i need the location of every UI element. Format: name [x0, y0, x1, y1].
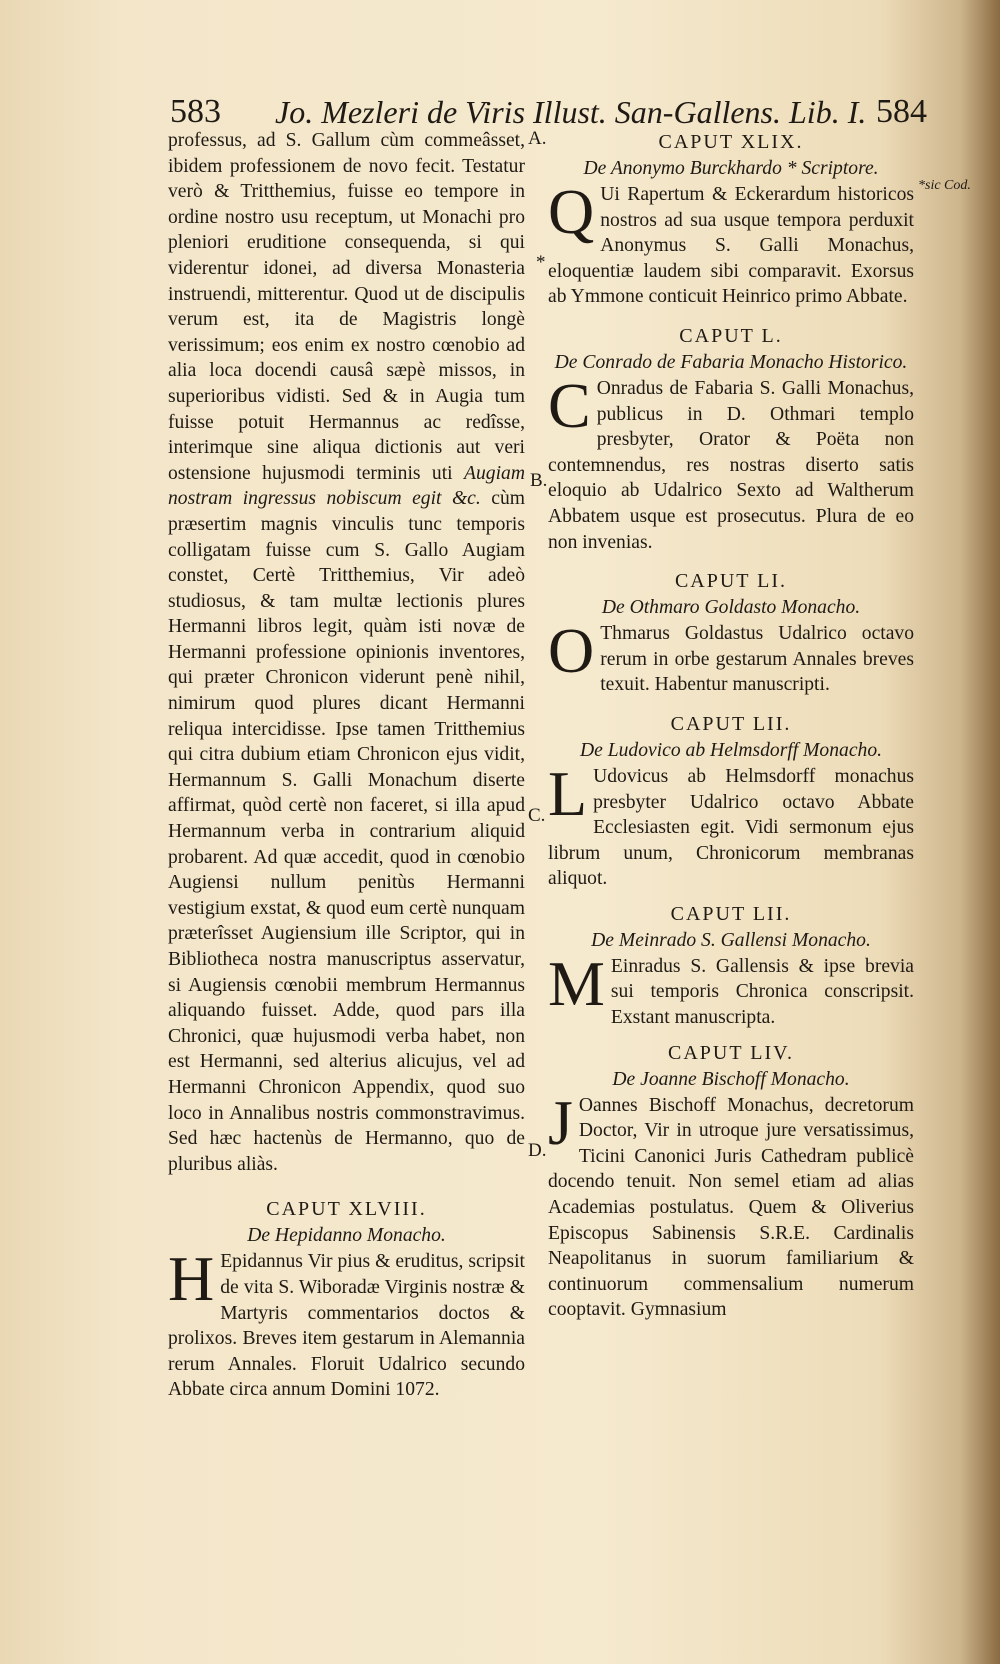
chapter-52-drop-cap: L [548, 757, 588, 829]
chapter-48-title: CAPUT XLVIII. [266, 1198, 427, 1221]
left-paragraph [168, 128, 525, 1177]
chapter-53-text [548, 947, 914, 1031]
chapter-50-text [548, 369, 914, 555]
chapter-54-body: Oannes Bischoff Monachus, decretorum Doctor, Vir in utroque jure versatissimus, Ticini Canonici Juris Cathedram publicè docendo tenuit. Non semel etiam ad alias Academias postulatus. Quem & Oliverius Episcopus Sabinensis S.R.E. Cardinalis Neapolitanus in suorum familiarium & continuorum commensalium numerum cooptavit. Gymnasium [548, 1094, 914, 1321]
margin-marker-d: D. [528, 1140, 547, 1161]
chapter-48-subtitle: De Hepidanno Monacho. [247, 1225, 446, 1247]
chapter-48-body: Epidannus Vir pius & eruditus, scripsit de vita S. Wiboradæ Virginis nostræ & Martyris commentarios doctos & prolixos. Breves item gestarum in Alemannia rerum Annales. Floruit Udalrico secundo Abbate circa annum Domini 1072. [168, 1251, 525, 1401]
chapter-52-text [548, 757, 914, 892]
chapter-51-subtitle: De Othmaro Goldasto Monacho. [601, 597, 861, 619]
chapter-54-drop-cap: J [548, 1086, 573, 1158]
chapter-50-drop-cap: C [548, 369, 591, 441]
chapter-54-subtitle: De Joanne Bischoff Monacho. [612, 1068, 850, 1090]
margin-marker-c: C. [528, 805, 546, 826]
chapter-49-title: CAPUT XLIX. [658, 131, 804, 153]
chapter-53-body: Einradus S. Gallensis & ipse brevia sui temporis Chronica conscripsit. Exstant manuscripta. [610, 955, 914, 1029]
chapter-48-drop-cap: H [168, 1243, 215, 1315]
margin-marker-b: B. [530, 470, 548, 491]
chapter-52-subtitle: De Ludovico ab Helmsdorff Monacho. [579, 739, 883, 761]
left-paragraph-text-2: cùm præsertim magnis vinculis tunc temporis colligatam fuisse cum S. Gallo Augiam constet, Certè Tritthemius, Vir adeò studiosus, & tam multæ lectionis plures Hermanni libros legit, quàm isti novæ de Hermanni professione opinionis inventores, qui præter Chronicon viderunt penè nihil, nimirum quod plures dicant Hermanni reliqua intercidisse. Ipse tamen Tritthemius qui citra dubium etiam Chronicon ejus vidit, Hermannum S. Galli Monachum diserte affirmat, quòd certè non faceret, si illa apud Hermannum verba in contrarium aliquid probarent. Ad quæ accedit, quod in cœnobio Augiensi nullum penitùs Hermanni vestigium exstat, & quod eum certè nunquam præterîsset Augiensium ille Scriptor, qui in Bibliotheca nostra manuscriptus asservatur, si Augiensis cœnobii membrum Hermannus aliquando fuisset. Adde, quod pars illa Chronici, quæ hujusmodi verba habet, non est Hermanni, sed alterius alicujus, vel ad Hermanni Chronicon Appendix, quod suo loco in Annalibus nostris commonstravimus. Sed hæc hactenùs de Hermanno, quo de pluribus aliàs. [168, 488, 525, 1175]
chapter-52-title: CAPUT LII. [670, 712, 792, 735]
chapter-53-subtitle: De Meinrado S. Gallensi Monacho. [591, 929, 871, 951]
chapter-51-body: Thmarus Goldastus Udalrico octavo rerum in orbe gestarum Annales breves texuit. Habentur manuscripti. [600, 623, 914, 696]
chapter-54-text [548, 1086, 914, 1323]
chapter-48-text [168, 1243, 525, 1403]
right-column [548, 128, 914, 1323]
page-number-right: 584 [876, 93, 927, 130]
chapter-49-subtitle: De Anonymo Burckhardo * Scriptore. [583, 158, 879, 179]
left-paragraph-text-1: professus, ad S. Gallum cùm commeâsset, ibidem professionem de novo fecit. Testatur verò & Tritthemius, fuisse eo tempore in ordine nostro usu receptum, ut Monachi pro pleniori eruditione consequenda, si qui viderentur idonei, ad diversa Monasteria instruendi, mitterentur. Quod ut de discipulis verum est, ita de Magistris longè verissimum; eos enim ex nostro cœnobio ad alia loca docendi causâ sæpè missos, in superioribus vidisti. Sed & in Augia tum fuisse potuit Hermannus ac redîsse, interimque sine aliqua dictionis aut veri ostensione hujusmodi terminis uti [168, 130, 525, 484]
chapter-50-body: Onradus de Fabaria S. Galli Monachus, publicus in D. Othmari templo presbyter, Orator & Poëta non contemnendus, res nostras diserto satis eloquio ab Udalrico Sexto ad Waltherum Abbatem usque est prosecutus. Plura de eo non invenias. [548, 377, 914, 553]
chapter-50-title: CAPUT L. [679, 324, 783, 347]
chapter-51-drop-cap: O [548, 615, 595, 687]
chapter-50-subtitle: De Conrado de Fabaria Monacho Historico. [554, 351, 908, 373]
chapter-51-title: CAPUT LI. [674, 570, 788, 593]
chapter-53-drop-cap: M [548, 947, 605, 1019]
chapter-49-text [548, 176, 914, 310]
chapter-53-title: CAPUT LII. [670, 902, 792, 925]
running-title: Jo. Mezleri de Viris Illust. San-Gallens. Lib. I. [275, 94, 867, 130]
chapter-52-body: Udovicus ab Helmsdorff monachus presbyter Udalrico octavo Abbate Ecclesiasten egit. Vidi sermonum ejus librum unum, Chronicorum membranas aliquot. [548, 765, 914, 890]
margin-note-sic: *sic Cod. [918, 178, 971, 193]
chapter-49-body: Ui Rapertum & Eckerardum historicos nostros ad sua usque tempora perduxit Anonymus S. Galli Monachus, eloquentiæ laudem sibi comparavit. Exorsus ab Ymmone conticuit Heinrico primo Abbate. [548, 184, 914, 308]
chapter-51-text [548, 615, 914, 698]
left-column [168, 128, 525, 1403]
left-paragraph-italic: Augiam nostram ingressus nobiscum egit &c. [168, 462, 525, 510]
chapter-49-drop-cap: Q [548, 176, 595, 247]
margin-marker-a: A. [528, 128, 547, 149]
page-number-left: 583 [170, 93, 221, 130]
margin-asterisk: * [536, 252, 546, 273]
chapter-54-title: CAPUT LIV. [668, 1041, 794, 1064]
